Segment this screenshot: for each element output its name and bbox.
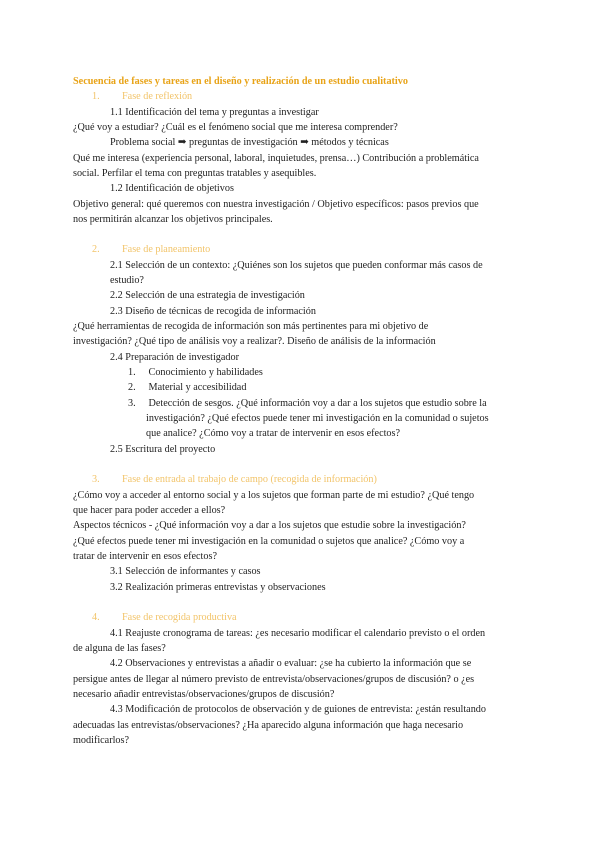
paragraph-line: modificarlos? — [73, 735, 130, 746]
right-arrow-icon: ➡ — [177, 137, 187, 148]
right-arrow-icon: ➡ — [300, 137, 309, 148]
paragraph-line: social. Perfilar el tema con preguntas tratables y asequibles. — [73, 168, 317, 179]
subsection-1-2: 1.2 Identificación de objetivos — [110, 183, 234, 194]
paragraph-line: nos permitirán alcanzar los objetivos principales. — [73, 214, 273, 225]
paragraph-line: Objetivo general: qué queremos con nuestra investigación / Objetivo específicos: pasos previos que — [73, 199, 479, 210]
paragraph-line: ¿Qué efectos puede tener mi investigación en la comunidad o sujetos que analice? ¿Cómo voy a — [73, 536, 465, 547]
flow-line: Problema social ➡ preguntas de investigación ➡ métodos y técnicas — [110, 137, 389, 148]
subsection-2-3: 2.3 Diseño de técnicas de recogida de información — [110, 306, 316, 317]
paragraph-line: ¿Qué voy a estudiar? ¿Cuál es el fenómeno social que me interesa comprender? — [73, 122, 398, 133]
list-item: 3. Detección de sesgos. ¿Qué información voy a dar a los sujetos que estudio sobre la — [128, 398, 487, 409]
paragraph-line: Qué me interesa (experiencia personal, laboral, inquietudes, prensa…) Contribución a problemática — [73, 153, 479, 164]
subsection-2-5: 2.5 Escritura del proyecto — [110, 444, 216, 455]
list-item: 1. Conocimiento y habilidades — [128, 367, 263, 378]
subsection-1-1: 1.1 Identificación del tema y preguntas a investigar — [110, 107, 319, 118]
section-heading-4: 4. Fase de recogida productiva — [92, 612, 237, 623]
list-item: 2. Material y accesibilidad — [128, 382, 247, 393]
section-heading-2: 2. Fase de planeamiento — [92, 244, 211, 255]
paragraph-line: persigue antes de llegar al número previsto de entrevista/observaciones/grupos de discusión? o ¿es — [73, 674, 475, 685]
subsection-3-1: 3.1 Selección de informantes y casos — [110, 566, 261, 577]
paragraph-line: estudio? — [110, 275, 144, 286]
paragraph-line: adecuadas las entrevistas/observaciones? ¿Ha aparecido alguna información que haga necesario — [73, 720, 464, 731]
paragraph-line: ¿Qué herramientas de recogida de información son más pertinentes para mi objetivo de — [73, 321, 429, 332]
paragraph-line: investigación? ¿Qué efectos puede tener mi investigación en la comunidad o sujetos — [146, 413, 489, 424]
subsection-4-3: 4.3 Modificación de protocolos de observación y de guiones de entrevista: ¿están resultando — [110, 704, 486, 715]
paragraph-line: ¿Cómo voy a acceder al entorno social y a los sujetos que forman parte de mi estudio? ¿Qué tengo — [73, 490, 475, 501]
paragraph-line: investigación? ¿Qué tipo de análisis voy a realizar?. Diseño de análisis de la información — [73, 336, 436, 347]
paragraph-line: necesario añadir entrevistas/observaciones/grupos de discusión? — [73, 689, 335, 700]
paragraph-line: tratar de intervenir en esos efectos? — [73, 551, 217, 562]
paragraph-line: de alguna de las fases? — [73, 643, 166, 654]
subsection-3-2: 3.2 Realización primeras entrevistas y observaciones — [110, 582, 326, 593]
subsection-4-2: 4.2 Observaciones y entrevistas a añadir o evaluar: ¿se ha cubierto la información que se — [110, 658, 472, 669]
subsection-2-1: 2.1 Selección de un contexto: ¿Quiénes son los sujetos que pueden conformar más casos de — [110, 260, 483, 271]
subsection-4-1: 4.1 Reajuste cronograma de tareas: ¿es necesario modificar el calendario previsto o el orden — [110, 628, 486, 639]
document-title: Secuencia de fases y tareas en el diseño y realización de un estudio cualitativo — [73, 76, 408, 87]
subsection-2-4: 2.4 Preparación de investigador — [110, 352, 240, 363]
subsection-2-2: 2.2 Selección de una estrategia de investigación — [110, 290, 305, 301]
section-heading-3: 3. Fase de entrada al trabajo de campo (recogida de información) — [92, 474, 377, 485]
section-heading-1: 1. Fase de reflexión — [92, 91, 193, 102]
paragraph-line: que hacer para poder acceder a ellos? — [73, 505, 226, 516]
paragraph-line: que analice? ¿Cómo voy a tratar de intervenir en esos efectos? — [146, 428, 401, 439]
paragraph-line: Aspectos técnicos - ¿Qué información voy a dar a los sujetos que estudie sobre la investigación? — [73, 520, 466, 531]
